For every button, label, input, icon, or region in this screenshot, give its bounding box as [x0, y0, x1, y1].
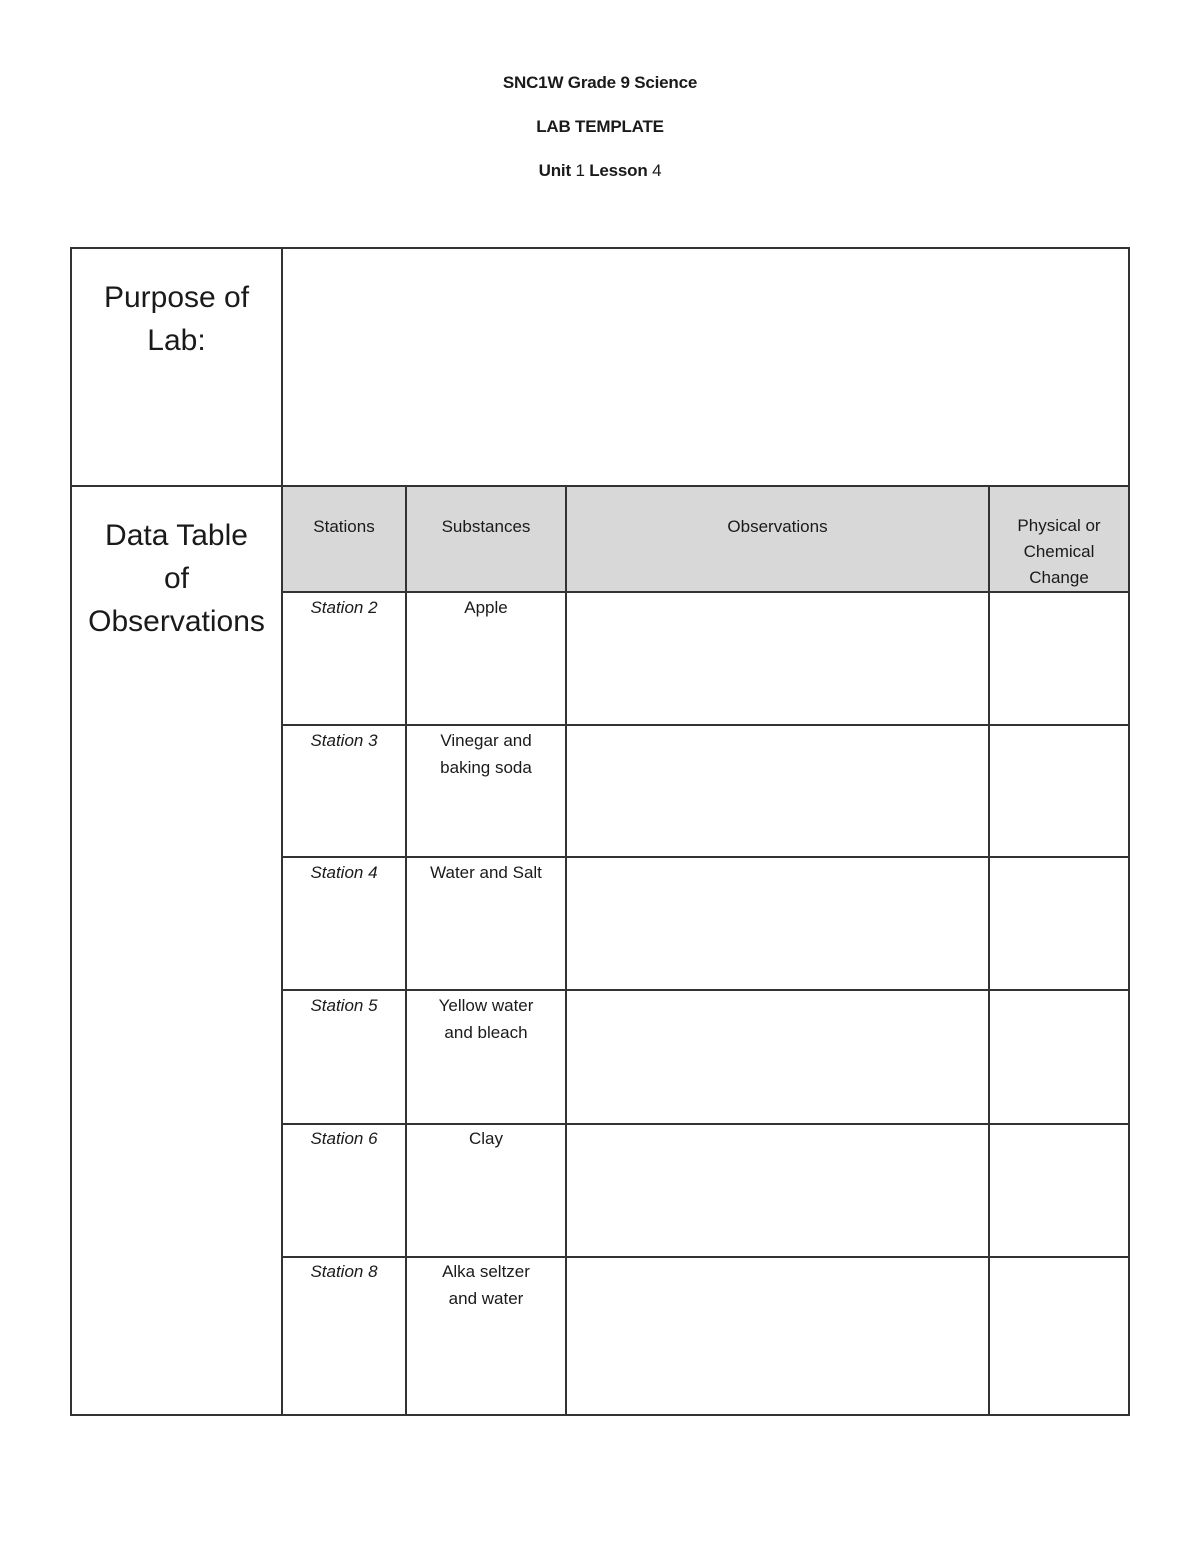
substance-label: Apple [464, 598, 508, 617]
station-label: Station 6 [310, 1129, 378, 1148]
course-title [0, 73, 1200, 93]
column-header-text: Observations [727, 517, 828, 536]
column-header-text: Change [1029, 568, 1089, 587]
purpose-value-cell[interactable] [283, 249, 1128, 485]
substance-cell [407, 859, 565, 886]
data-table-label [72, 514, 281, 643]
station-label: Station 5 [310, 996, 378, 1015]
observation-input-cell[interactable] [567, 726, 988, 856]
observation-input-cell[interactable] [567, 991, 988, 1123]
change-input-cell[interactable] [990, 726, 1128, 856]
station-cell [283, 859, 405, 886]
station-label: Station 3 [310, 731, 378, 750]
station-cell [283, 727, 405, 754]
station-cell [283, 992, 405, 1019]
station-label: Station 4 [310, 863, 378, 882]
substance-cell [407, 1258, 565, 1312]
column-header-text: Substances [441, 517, 531, 536]
column-header-substances [407, 513, 565, 540]
lesson-prefix: Lesson [584, 161, 653, 180]
substance-cell [407, 594, 565, 621]
substance-label: Alka seltzer [442, 1262, 530, 1281]
table-border-bottom [70, 1414, 1130, 1416]
table-border-top [70, 247, 1130, 249]
station-cell [283, 594, 405, 621]
station-cell [283, 1125, 405, 1152]
observation-input-cell[interactable] [567, 1125, 988, 1256]
change-input-cell[interactable] [990, 1258, 1128, 1414]
substance-label: Vinegar and [440, 731, 532, 750]
observation-input-cell[interactable] [567, 593, 988, 724]
table-border-left [70, 247, 72, 1416]
substance-label: Yellow water [438, 996, 534, 1015]
station-label: Station 2 [310, 598, 378, 617]
station-label: Station 8 [310, 1262, 378, 1281]
observation-input-cell[interactable] [567, 1258, 988, 1414]
substance-cell [407, 727, 565, 781]
change-input-cell[interactable] [990, 991, 1128, 1123]
data-table-label-line: Observations [88, 605, 265, 638]
station-cell [283, 1258, 405, 1285]
substance-label: baking soda [440, 758, 532, 777]
unit-number: 1 [575, 161, 585, 180]
substance-label: and bleach [444, 1023, 528, 1042]
lesson-number: 4 [652, 161, 662, 180]
substance-label: and water [448, 1289, 524, 1308]
purpose-label [72, 276, 281, 362]
change-input-cell[interactable] [990, 1125, 1128, 1256]
substance-label: Clay [468, 1129, 503, 1148]
column-header-observations [567, 513, 988, 540]
substance-cell [407, 1125, 565, 1152]
change-input-cell[interactable] [990, 858, 1128, 989]
observation-input-cell[interactable] [567, 858, 988, 989]
column-header-text: Physical or [1017, 516, 1101, 535]
unit-lesson [0, 161, 1200, 181]
course-title-text: SNC1W Grade 9 Science [502, 73, 698, 92]
column-header-text: Stations [313, 517, 375, 536]
template-title [0, 117, 1200, 137]
label-column-divider [281, 247, 283, 1416]
data-table-label-line: of [163, 562, 190, 595]
substance-label: Water and Salt [430, 863, 542, 882]
change-input-cell[interactable] [990, 593, 1128, 724]
column-header-text: Chemical [1023, 542, 1095, 561]
purpose-label-line: Purpose of [103, 281, 250, 314]
unit-prefix: Unit [538, 161, 576, 180]
table-border-right [1128, 247, 1130, 1416]
purpose-bottom-line [70, 485, 1130, 487]
substance-cell [407, 992, 565, 1046]
data-table-label-line: Data Table [105, 519, 248, 552]
template-title-text: LAB TEMPLATE [536, 117, 664, 136]
column-header-change [990, 513, 1128, 591]
column-header-stations [283, 513, 405, 540]
purpose-label-line: Lab: [147, 324, 206, 357]
